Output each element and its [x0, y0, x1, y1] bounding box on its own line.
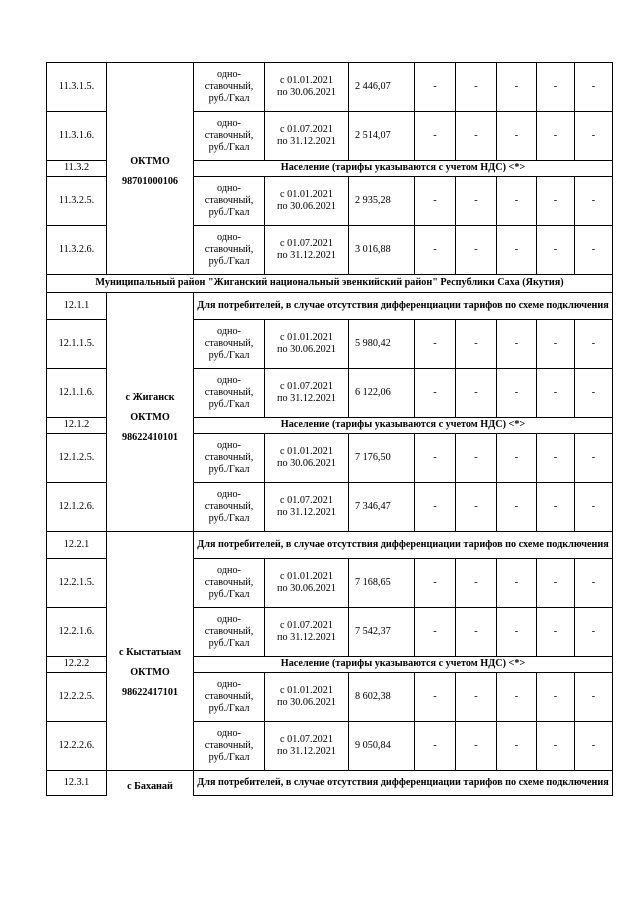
empty-value: - [575, 320, 613, 369]
section-header-row [47, 532, 613, 559]
tariff-type: одно- ставочный, руб./Гкал [194, 63, 265, 112]
settlement-cell: с Жиганск ОКТМО 98622410101 [107, 293, 194, 532]
tariff-type: одно- ставочный, руб./Гкал [194, 226, 265, 275]
tariff-value: 7 542,37 [349, 608, 415, 657]
row-code: 12.3.1 [47, 771, 107, 796]
empty-value: - [537, 673, 575, 722]
empty-value: - [537, 722, 575, 771]
empty-value: - [575, 226, 613, 275]
tariff-type: одно- ставочный, руб./Гкал [194, 112, 265, 161]
row-code: 12.2.1 [47, 532, 107, 559]
empty-value: - [575, 369, 613, 418]
region-title: Муниципальный район "Жиганский национальный эвенкийский район" Республики Саха (Якутия) [47, 275, 613, 293]
tariff-period: с 01.07.2021 по 31.12.2021 [265, 722, 349, 771]
tariff-period: с 01.07.2021 по 31.12.2021 [265, 608, 349, 657]
tariff-value: 7 168,65 [349, 559, 415, 608]
row-code: 12.1.2.5. [47, 434, 107, 483]
empty-value: - [537, 63, 575, 112]
empty-value: - [537, 320, 575, 369]
row-code: 12.2.2.5. [47, 673, 107, 722]
row-code: 11.3.2.5. [47, 177, 107, 226]
settlement-cell: с Кыстатыам ОКТМО 98622417101 [107, 532, 194, 771]
empty-value: - [575, 434, 613, 483]
row-code: 11.3.1.5. [47, 63, 107, 112]
tariff-value: 9 050,84 [349, 722, 415, 771]
empty-value: - [415, 673, 456, 722]
empty-value: - [575, 177, 613, 226]
tariff-value: 2 514,07 [349, 112, 415, 161]
empty-value: - [537, 369, 575, 418]
tariff-period: с 01.07.2021 по 31.12.2021 [265, 112, 349, 161]
section-header-row [47, 293, 613, 320]
table-row [47, 63, 613, 112]
empty-value: - [415, 320, 456, 369]
empty-value: - [575, 483, 613, 532]
section-header-row [47, 771, 613, 796]
empty-value: - [415, 559, 456, 608]
tariff-value: 7 176,50 [349, 434, 415, 483]
empty-value: - [497, 226, 537, 275]
row-code: 12.2.1.6. [47, 608, 107, 657]
row-code: 12.2.2.6. [47, 722, 107, 771]
tariff-type: одно- ставочный, руб./Гкал [194, 559, 265, 608]
empty-value: - [497, 434, 537, 483]
row-code: 11.3.2.6. [47, 226, 107, 275]
tariff-value: 6 122,06 [349, 369, 415, 418]
tariff-type: одно- ставочный, руб./Гкал [194, 722, 265, 771]
empty-value: - [537, 483, 575, 532]
tariff-value: 8 602,38 [349, 673, 415, 722]
empty-value: - [537, 608, 575, 657]
empty-value: - [497, 320, 537, 369]
tariff-period: с 01.07.2021 по 31.12.2021 [265, 369, 349, 418]
empty-value: - [456, 559, 497, 608]
section-title: Население (тарифы указываются с учетом НДС) <*> [194, 161, 613, 177]
empty-value: - [497, 63, 537, 112]
settlement-cell: ОКТМО 98701000106 [107, 63, 194, 275]
row-code: 12.1.1.5. [47, 320, 107, 369]
empty-value: - [497, 112, 537, 161]
row-code: 12.1.2 [47, 418, 107, 434]
empty-value: - [537, 177, 575, 226]
empty-value: - [537, 226, 575, 275]
tariff-period: с 01.07.2021 по 31.12.2021 [265, 483, 349, 532]
tariff-period: с 01.01.2021 по 30.06.2021 [265, 434, 349, 483]
empty-value: - [415, 434, 456, 483]
tariff-value: 5 980,42 [349, 320, 415, 369]
empty-value: - [456, 112, 497, 161]
section-title: Население (тарифы указываются с учетом НДС) <*> [194, 418, 613, 434]
tariff-period: с 01.01.2021 по 30.06.2021 [265, 559, 349, 608]
empty-value: - [497, 608, 537, 657]
empty-value: - [537, 559, 575, 608]
empty-value: - [575, 63, 613, 112]
tariff-period: с 01.07.2021 по 31.12.2021 [265, 226, 349, 275]
empty-value: - [415, 112, 456, 161]
empty-value: - [415, 369, 456, 418]
tariff-type: одно- ставочный, руб./Гкал [194, 320, 265, 369]
empty-value: - [456, 434, 497, 483]
empty-value: - [456, 369, 497, 418]
row-code: 12.2.2 [47, 657, 107, 673]
empty-value: - [497, 483, 537, 532]
empty-value: - [415, 608, 456, 657]
empty-value: - [456, 722, 497, 771]
empty-value: - [575, 608, 613, 657]
row-code: 12.2.1.5. [47, 559, 107, 608]
empty-value: - [456, 320, 497, 369]
row-code: 12.1.1.6. [47, 369, 107, 418]
empty-value: - [497, 177, 537, 226]
tariff-table [46, 62, 613, 796]
tariff-type: одно- ставочный, руб./Гкал [194, 369, 265, 418]
tariff-type: одно- ставочный, руб./Гкал [194, 177, 265, 226]
row-code: 11.3.1.6. [47, 112, 107, 161]
tariff-type: одно- ставочный, руб./Гкал [194, 673, 265, 722]
region-header-row [47, 275, 613, 293]
empty-value: - [575, 673, 613, 722]
row-code: 12.1.1 [47, 293, 107, 320]
section-title: Для потребителей, в случае отсутствия дифференциации тарифов по схеме подключения [194, 771, 613, 796]
empty-value: - [415, 722, 456, 771]
tariff-period: с 01.01.2021 по 30.06.2021 [265, 177, 349, 226]
tariff-period: с 01.01.2021 по 30.06.2021 [265, 320, 349, 369]
tariff-period: с 01.01.2021 по 30.06.2021 [265, 63, 349, 112]
tariff-value: 2 446,07 [349, 63, 415, 112]
row-code: 12.1.2.6. [47, 483, 107, 532]
tariff-value: 3 016,88 [349, 226, 415, 275]
empty-value: - [415, 483, 456, 532]
empty-value: - [537, 434, 575, 483]
empty-value: - [497, 722, 537, 771]
settlement-cell: с Баханай [107, 771, 194, 796]
empty-value: - [456, 177, 497, 226]
section-title: Для потребителей, в случае отсутствия дифференциации тарифов по схеме подключения [194, 532, 613, 559]
tariff-type: одно- ставочный, руб./Гкал [194, 434, 265, 483]
empty-value: - [415, 226, 456, 275]
empty-value: - [456, 608, 497, 657]
empty-value: - [497, 673, 537, 722]
tariff-type: одно- ставочный, руб./Гкал [194, 608, 265, 657]
empty-value: - [497, 369, 537, 418]
empty-value: - [415, 63, 456, 112]
empty-value: - [415, 177, 456, 226]
empty-value: - [456, 226, 497, 275]
empty-value: - [575, 112, 613, 161]
section-title: Население (тарифы указываются с учетом НДС) <*> [194, 657, 613, 673]
section-title: Для потребителей, в случае отсутствия дифференциации тарифов по схеме подключения [194, 293, 613, 320]
empty-value: - [575, 559, 613, 608]
empty-value: - [456, 63, 497, 112]
empty-value: - [575, 722, 613, 771]
tariff-value: 7 346,47 [349, 483, 415, 532]
empty-value: - [456, 673, 497, 722]
empty-value: - [456, 483, 497, 532]
tariff-type: одно- ставочный, руб./Гкал [194, 483, 265, 532]
tariff-period: с 01.01.2021 по 30.06.2021 [265, 673, 349, 722]
row-code: 11.3.2 [47, 161, 107, 177]
tariff-value: 2 935,28 [349, 177, 415, 226]
empty-value: - [497, 559, 537, 608]
empty-value: - [537, 112, 575, 161]
